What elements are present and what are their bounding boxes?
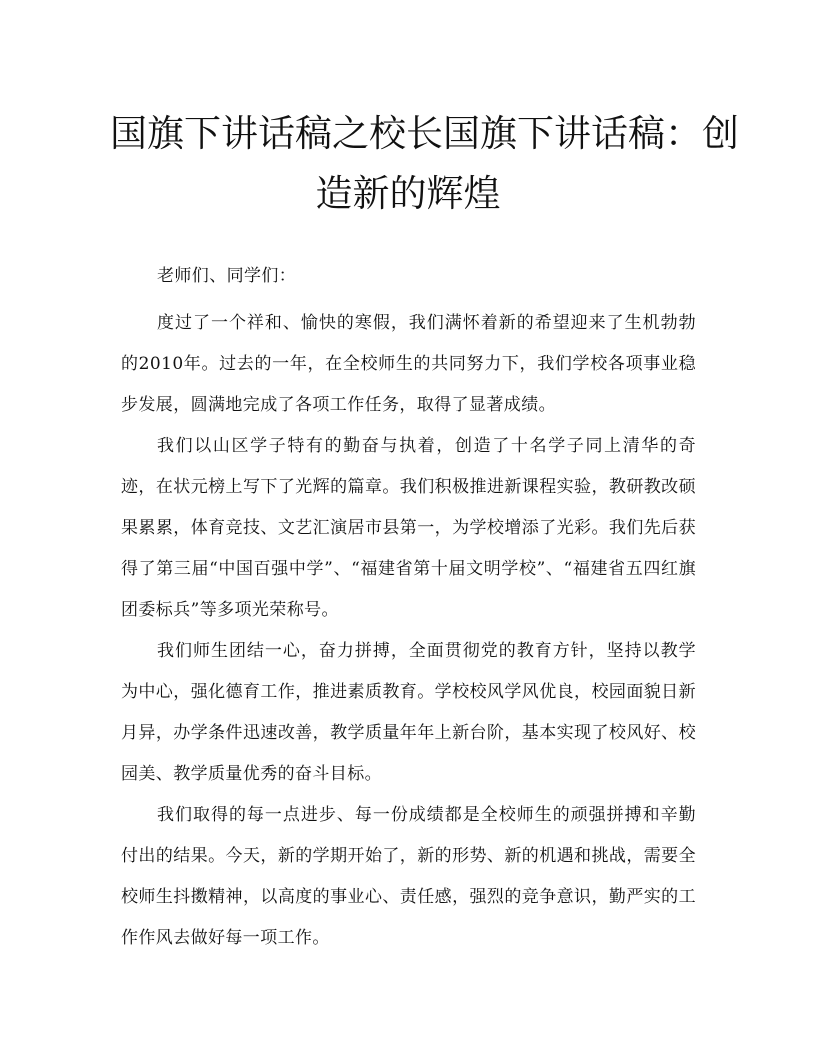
paragraph-4: 我们取得的每一点进步、每一份成绩都是全校师生的顽强拼搏和辛勤付出的结果。今天，新的学期开始了，新的形势、新的机遇和挑战，需要全校师生抖擞精神，以高度的事业心、责任感，强烈的竞争意识，勤严实的工作作风去做好每一项工作。: [121, 805, 696, 948]
paragraph-3: 我们师生团结一心，奋力拼搏，全面贯彻党的教育方针，坚持以教学为中心，强化德育工作，推进素质教育。学校校风学风优良，校园面貌日新月异，办学条件迅速改善，教学质量年年上新台阶，基本实现了校风好、校园美、教学质量优秀的奋斗目标。: [121, 641, 696, 784]
title-line-1: 国旗下讲话稿之校长国旗下讲话稿：创: [110, 112, 739, 155]
title-line-2: 造新的辉煌: [315, 172, 501, 215]
greeting: 老师们、同学们：: [157, 266, 297, 286]
document-body: [121, 262, 696, 959]
page-title: [110, 104, 739, 224]
paragraph-2: 我们以山区学子特有的勤奋与执着，创造了十名学子同上清华的奇迹，在状元榜上写下了光辉的篇章。我们积极推进新课程实验，教研教改硕果累累，体育竞技、文艺汇演居市县第一，为学校增添了光彩。我们先后获得了第三届“中国百强中学”、“福建省第十届文明学校”、“福建省五四红旗团委标兵”等多项光荣称号。: [121, 436, 696, 620]
paragraph-1: 度过了一个祥和、愉快的寒假，我们满怀着新的希望迎来了生机勃勃的2010年。过去的一年，在全校师生的共同努力下，我们学校各项事业稳步发展，圆满地完成了各项工作任务，取得了显著成绩。: [121, 313, 696, 415]
